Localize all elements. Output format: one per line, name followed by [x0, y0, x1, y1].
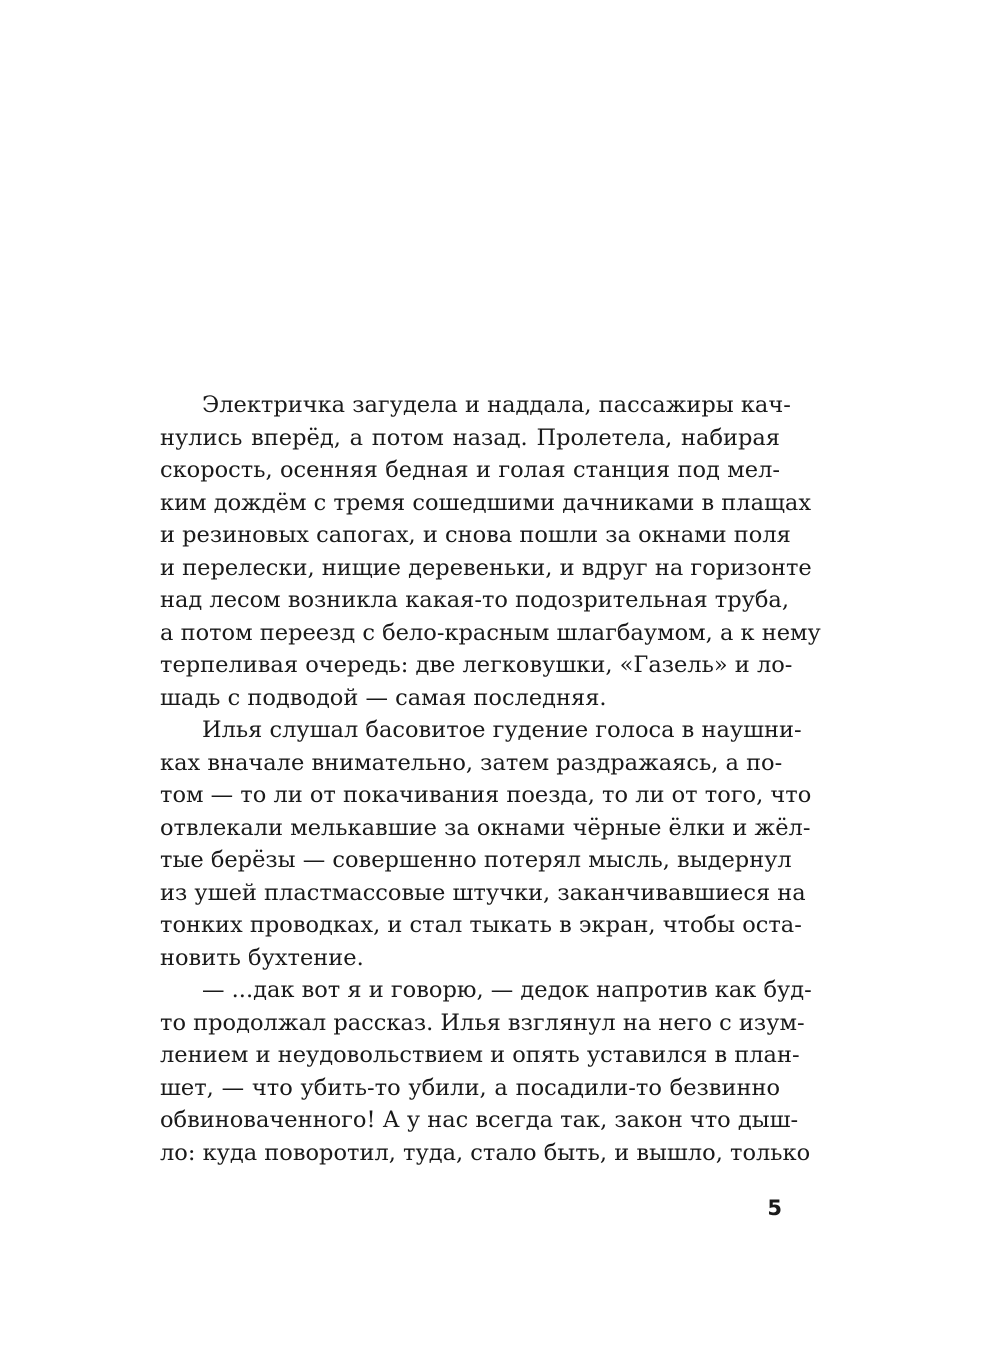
body-text [160, 389, 821, 1169]
text-line: над лесом возникла какая-то подозрительная труба, [160, 587, 790, 613]
text-line: обвиноваченного! А у нас всегда так, закон что дыш- [160, 1107, 799, 1133]
text-line: а потом переезд с бело-красным шлагбаумом, а к нему [160, 619, 821, 646]
page-number: 5 [767, 1196, 782, 1220]
text-line: тые берёзы — совершенно потерял мысль, выдернул [160, 847, 792, 873]
text-line: том — то ли от покачивания поезда, то ли от того, что [160, 782, 812, 808]
text-line: лением и неудовольствием и опять уставился в план- [160, 1042, 800, 1068]
text-line: Илья слушал басовитое гудение голоса в наушни- [202, 717, 802, 743]
text-line: шадь с подводой — самая последняя. [160, 684, 607, 711]
text-line: из ушей пластмассовые штучки, заканчивавшиеся на [160, 879, 806, 906]
text-line: новить бухтение. [160, 944, 364, 971]
text-line: и перелески, нищие деревеньки, и вдруг на горизонте [160, 554, 812, 581]
text-line: ло: куда поворотил, туда, стало быть, и вышло, только [160, 1139, 811, 1166]
text-line: то продолжал рассказ. Илья взглянул на него с изум- [160, 1009, 805, 1036]
text-line: и резиновых сапогах, и снова пошли за окнами поля [160, 522, 791, 548]
text-line: — ...дак вот я и говорю, — дедок напротив как буд- [202, 977, 812, 1003]
text-line: тонких проводках, и стал тыкать в экран, чтобы оста- [160, 912, 802, 938]
text-line: нулись вперёд, а потом назад. Пролетела, набирая [160, 424, 780, 451]
text-line: скорость, осенняя бедная и голая станция под мел- [160, 457, 780, 483]
text-line: ким дождём с тремя сошедшими дачниками в плащах [160, 489, 812, 516]
text-line: ках вначале внимательно, затем раздражаясь, а по- [160, 749, 783, 776]
text-line: терпеливая очередь: две легковушки, «Газель» и ло- [160, 652, 793, 678]
text-line: Электричка загудела и наддала, пассажиры кач- [202, 392, 791, 418]
text-line: шет, — что убить-то убили, а посадили-то безвинно [160, 1074, 780, 1101]
text-line: отвлекали мелькавшие за окнами чёрные ёлки и жёл- [160, 814, 811, 841]
